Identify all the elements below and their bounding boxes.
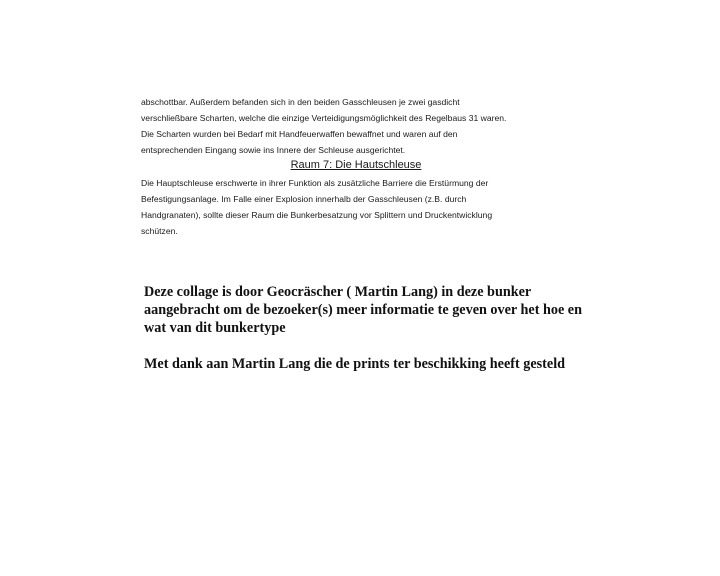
text-line: Deze collage is door Geocräscher ( Martin Lang) in deze bunker xyxy=(144,284,532,300)
dutch-thanks: Met dank aan Martin Lang die de prints ter beschikking heeft gesteld xyxy=(144,356,566,372)
dutch-note xyxy=(144,283,684,337)
text-line: abschottbar. Außerdem befanden sich in den beiden Gasschleusen je zwei gasdicht xyxy=(141,97,460,107)
text-line: Handgranaten), sollte dieser Raum die Bunkerbesatzung vor Splittern und Druckentwicklung xyxy=(141,210,493,220)
text-line: Die Scharten wurden bei Bedarf mit Handfeuerwaffen bewaffnet und waren auf den xyxy=(141,129,458,139)
text-line: schützen. xyxy=(141,226,178,236)
german-paragraph-1 xyxy=(141,94,581,158)
german-paragraph-2 xyxy=(141,175,581,239)
text-line: Befestigungsanlage. Im Falle einer Explosion innerhalb der Gasschleusen (z.B. durch xyxy=(141,194,467,204)
text-line: Die Hauptschleuse erschwerte in ihrer Funktion als zusätzliche Barriere die Erstürmung der xyxy=(141,178,489,188)
text-line: verschließbare Scharten, welche die einzige Verteidigungsmöglichkeit des Regelbaus 31 waren. xyxy=(141,113,507,123)
text-line: wat van dit bunkertype xyxy=(144,320,286,336)
section-heading: Raum 7: Die Hautschleuse xyxy=(290,159,422,171)
text-line: aangebracht om de bezoeker(s) meer informatie te geven over het hoe en xyxy=(144,302,582,318)
text-line: entsprechenden Eingang sowie ins Innere der Schleuse ausgerichtet. xyxy=(141,145,406,155)
